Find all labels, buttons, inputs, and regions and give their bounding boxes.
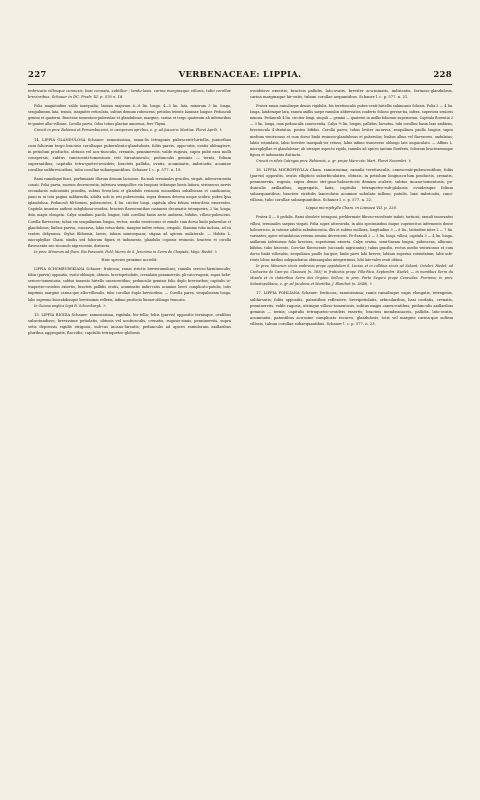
- paragraph: Lippia microphylla Cham. in Linnaea VII. p. 226.: [305, 206, 398, 211]
- paragraph: Rami ramulique fusci, perfirmante illorum demum laciniose. Ra-muli terminales graciles, virgati, inferorescentia conati. Folia parva, suorum decrescentia, inferiora semipollice vix longiora tribusque lineis latiora, utrinsecus nervis secundariis subcostatis praedita, subtus fovea-lata et glandulis resinosis micantibus subalbicans et candicantia; junio-ra in tota pagina subhirsutla, adulta solo in reti pubescentia, supra demum detersa neque scabra; pubes lpsa iglandulosa. Pedunculi fili-formes, pubescentes, 4 lin. circiter longi, capitula ultra folium exten-dens exserentes. Capitula insuntes anthesi subglobosa-ovoidea, bracteis flavescentibus castaneis decussatis tetraquetra, 2 lin. longa; dein magis elongata. Calyx semilimo pantlo longior, tubi corollini basin arcte ambiens, bifidus, villoso-pubescens. Corolla flavescens; tubus vix sesquilineam longus, rectus, medio ventricosus et exinde cum dorso limbi puberulus et glandulosus; limbus parvus, concavus, labio rotun-datis, margine imbre retuso, crispulo. Stamina tubo inclusa, ad ea ventris debyssnsa. Stylus filiformis, laevis, tubum semisequans; stigma ad apicem unilaterale. — Habitu L. microphyllae Cham. similis sed foliorum figura et indumento, glandulis copiosis resinosis, bracteis et corolla flavescente nec siccando nigrescente, distincta.: [28, 177, 231, 248]
- paragraph: Frutex 4 — 6 pedalis. Rami obsolete tetragoni, perldermate fibroso-escedente induti, tortuosi; ramuli innovantes villosi, terminales saepius virgati. Folia supra attrovirida, in aliis speciminibus itaque cuprisecitus inferments dense holosericeo, in ratione adultis subnitiscentia, illis et subtus molliora, longitudine 3 — 8 lin., latitudine inter 2 — 7 lin. variantes; apice rotundatous versum sensim decrescent. Pe-dunculi 2 — 3 lin. longi, villosi; capitula 3 — 4 lin. longa, axillarum inferiorum folio breviora, superiorum exserta. Calyx ovatus, semi-lineam longus, pubescens, albicans, bifidus, tubo hiscente. Coro-lae flavescente (siccando nigricantis); tubus gracilis, rectus medio ventricosus et cum dorso limbi villosulus, sesquilinea paullo lon-gior; limbi parvi labi breves; labium superius rotundatum; labii infe-rioris lobus medius subquadratus obtusangulus integerrimus; lobi late-rales ovati obtusi.: [250, 215, 453, 263]
- paragraph: 15. LIPPIA RIGIDA Schauer: ramosissima, rigidula, hir-tella; foliis (parvis) oppositis ternisque, ovalibus subrotundisve, brevissime petiolatis, obtusis vel acutiusculis, crenatis, rugosis-simis, penninerviis, supra setis depressis rigidis strigosis, sub-tus incano-hirsutis; pedunculis ad apices ramulorum axillaribus pluribus aggregatis, flaccidis; capitulis tetraquetro-globosis: [28, 312, 231, 335]
- page-number-left: 227: [28, 70, 47, 80]
- paragraph: In Guiana anglica legit R. Schomburgk. ♄: [34, 303, 106, 308]
- paragraph: Crescit in silvis Catingas prov. Bahiensis, e. gr. prope Mara-cás: Mart. Floret Novembri. ♄: [256, 158, 412, 163]
- running-header: [28, 70, 452, 82]
- header-rule: [28, 84, 452, 85]
- page-number-right: 228: [433, 70, 452, 80]
- paragraph: Frutex ramis ramulisque densis rigidulis, his teretiusculis pubes-centi-hirtellis subincanis foliosis. Folia 3 — 4 lin. longa, latidemque lata, ramea axillis saepe ramulos abbreviatos conferto folioso gerens-tia, infera, superiora senioris minora. Pedunculi 4 lin. circiter longi, singuli — gemini — quaterni in axillis foliorum superiorum. Capitula florentia 2 — 3 lin. longa, cum pedunculis canescentia. Calyx ½ lin. longus, pallidus, hirsutus, tubi corollini basin laxe ambiens, breviusculo 4-dentatus, postea bifidus. Corolla parva; tubus leviter incurvus, sesquilinea paullo longior, supra medium ventricosus et cum dorso limbi resinoso-glandulosus et puberulus; limbus albus vel flavescens, undulatus; labiis rotundatis, labio breviter inaequali-ter retuso, labio infimo transverse oblongo late unguiculato. — Affinis L. microphyllae et glandulosae; ab utraque aspectu rigido, ramulis ad apices tantum floriferis, foliorum bracteaeumque figura et indumento distincta.: [250, 104, 453, 157]
- paragraph: LIPPIA SCHOMBURGKIANA Schauer: fruticosa; ramis strictis brevivrumulosis; ramulis sericeo-hirsutiusculis; foliis (parvis) oppositis, ovato-oblongis, obtusis, breviopetiolatis, crenulatis penninerviis, pli-cato-rugosis, supra hebe-sericeo-tomentosis, subtus tomento hirtello canescentibus; pedunculis geminis folio duplo brevioribus; capitulis te-traquetro-ovoideis exsertis; bracteis pallidis ovatis, acuminatis imbri-catis acumine brevi complicato-patulis, totis imprimis margine carina-que albo-villosulis, tubo corollae duplo brevioribus. — Corolla parva, sesquilineam longa, labo supremo latorabibusque brevissimis reflexis, infimo producto lineari-oblongo truncato.: [28, 267, 231, 302]
- paragraph: ovoideisve exsertis; bracteis pallidis, lato-ovatis, breviter acu-minatis, imbricatis, farinoso-glandulosis, carina marginaque hir-sutis, tubum corollae aequantibus. Schauer l. c. p. 577. n. 21.: [250, 89, 453, 100]
- paragraph: 17. LIPPIA POHLIANA Schauer: fruticosa, ramosissima; ramis ramulisque vagis elongatis, tetragonis, subhirsutis; foliis oppositis, patentibus reflexisve, brevipetiolatis, orbicularibus, basi cordatis, crenatis, penninerviis, valde rugosis, utrinque villoso-tomentosis, subtus magis canescentibus; pedunculis axillaribus geminis — ternis; capitulis tetraquetro-ovoideis exsertis; bracteis membranaceis, pallidis, lato-ovatis, acuminatis, patentibus acu-mine complicato recurvo, glandulosis, totis vel margine carina-que sultem villosis, tubum corollae subaequantibus. Schauer l. c. p. 577. n. 23.: [250, 291, 453, 326]
- paragraph: imbricatis villosque connexis, basi connata, subtilior ; landu-losis. carina marginaque villosis, tubo corollae brevioribus. Schauer in DC. Prodr. XI. p. 576 n. 18.: [28, 89, 231, 100]
- paragraph: In prov. Minarum siccis umbrosis prope oppidulum S. Luciae et in collibus siccis ad Sabará, Octobri: Riedel; ad Cachoeira do Cam-po: Claussen (n. 383); in fruticetis prope Villa-Rica, Septembri: Riedel; — in montibus Serra da Moeda et in clatioribus Serra dos Orgãos: Sellow; in prov. Porto Seguro prope Caravelas: Freireiss; in prov. Sebastopolitana, e. gr. ad Jacobina et Moritiba: J. Blanchet (n. 3648). ♄: [250, 264, 453, 287]
- paragraph: 16. LIPPIA MICROPHYLLA Cham. ramosissima; ramulis teretiusculis, canescenti-pubescentibus; foliis (parvis) oppositis, ovatis ellipticis suborbiculativo, obtusis, in petiolum longiuscu-lum productis, crenatis, penninerviis, rugosis, supra dense stri-goso-holosericeis demum scabris, subtus incano-tomentosis, pe-dunculis axillaribus, aggregatis, laxis; capitulis tetraquetro-sub-globosis ovoideisque folium subaequantibus; bracteis viridulis lanceolatis acumine subulato inflexo; patulis, laxe imbricatis, cano-villosis, tubo corollae subaequantibus. Schauer l. c. p. 577. n. 22.: [250, 167, 453, 203]
- right-column: [250, 88, 453, 788]
- running-title: VERBENACEAE: LIPPIA.: [178, 70, 302, 80]
- paragraph: Crescit in prov. Bahiensi et Pernambucensi, in camporum apri-bus, e. g. ad Joazeiro: Martius. Floret Aprili. ♄: [34, 128, 223, 133]
- paragraph: 14. LIPPIA GLANDULOSA Schauer: ramosissima; ramu-lis tetragonis pubescenti-hirtellis, junioribus cum foliorum tergo bracteis corollaque puberulento-glandulosis; foliis parvis, oppo-sitis, ovatis oblongisve, in petiolum productis, obtusis vel acu-tiusculis, crenatis, penninerviis, valde rugosis, supra pube rara molli conspersis, subtus canescenti-tomentosis reti hirsutiusculo; pedunculis geminis — ternis, folium superantibus; capitulis tetra-quetro-ovoideis; bracteis pallidis, ovatis, acuminatis, imbricatis, acumine corollae subbrevioribus, tubo corollae subaequantibus. Schauer l. c. p. 577. n. 19.: [28, 137, 231, 172]
- paragraph: Folia magnitudine valde inaequalia; lamina majorum 6—8 lin. longa, 4—5 lin. lata, minorum 3 lin. longa, sesquilineam lata, tenuis, insigniter reticulata, subtus demum rubescens; petiolus triente laminae longior. Pedunculi gemini et quaterni. Bracteae tomentoso-puberulae et glandulosae, margine, carina et tergo quaterum ab inferioribus te-gunter albo-villosae. Corolla parva. Odoo totius plantae amoenus, fere Thymi.: [28, 104, 231, 127]
- paragraph: Huic species proxime accedit:: [101, 258, 158, 263]
- paragraph: In prov. Minarum ad fluen. Rio Paracatú: Pohl; Morro de S. Jeronimo in Serra de Chapada, Majo: Riedel. ♄: [34, 249, 218, 254]
- left-column: [28, 88, 231, 788]
